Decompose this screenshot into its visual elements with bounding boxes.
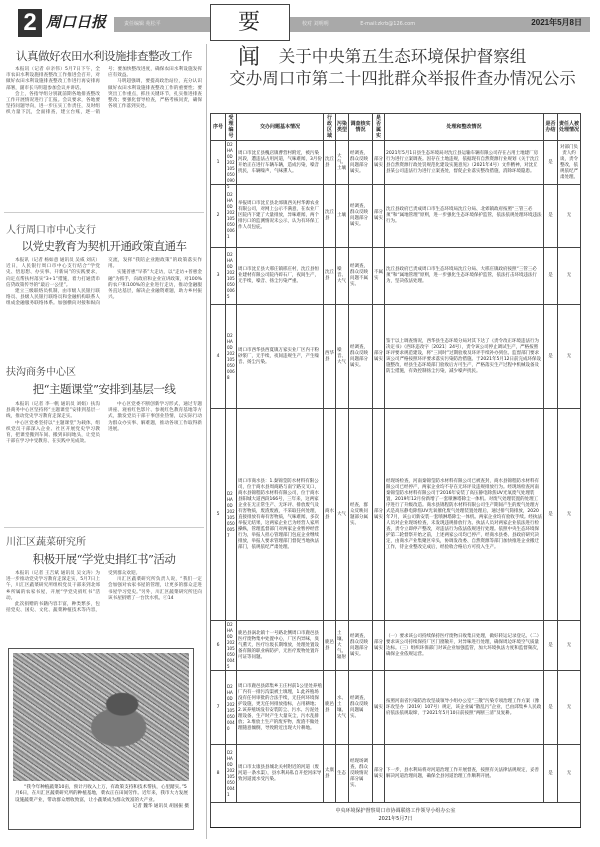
paragraph: 此次捐赠的书籍内容丰富，种类繁多，包括党史、国史、文化、蔬菜种植技术等内容，受到群众欢迎。 [6,571,141,614]
cell-type [336,185,349,248]
article-2-body [6,258,202,358]
cell-district [324,305,336,409]
cell-person [558,141,581,185]
cell-id [226,671,237,745]
cell-text: D2HA0D2021050500041 [227,749,235,797]
cell-text: 无 [566,273,572,278]
proofreader-credit: 校对 刘明明 [302,21,329,27]
cell-result [385,185,544,248]
cell-text: 是 [548,159,553,165]
cell-text: 经调查，群众反映问题不属实。 [350,264,368,287]
paragraph: 本报讯（记者 杨如意 通讯员 吴威 刘庆）近日，人民银行周口市中心支行结合“学党史、悟思想、办实事、开新局”的实践要求，向定点帮扶村落实“3+1”措施，着力打通货币信贷政策传导的“最后一公里”。 [6,258,100,288]
cell-text: D2HA0D2021050500040 [227,683,235,731]
paragraph: 实施普惠“早茶”大走访，以“走访+普惠金融”为抓手，向政府和企业宣讲政策，对100%的农户和100%的企业进行走访，推动金融服务直达基层，解决企业融资难题，助力乡村振兴。 [108,270,202,301]
cell-issue [237,409,324,621]
paragraph: 中心区党委不断创新学习形式，通过专题讲座、观看红色影片、参观红色教育基地等方式，激发党员干部干事创业热情，以实际行动为群众办实事、解难题，推动各项工作取得新进展。 [108,402,202,432]
cell-no [211,621,226,671]
cell-type [336,621,349,671]
cell-text: 无 [566,213,572,218]
cell-text: 下一步，县水利局将对河道治理工作开展督查，按照有关法律法规规定，妥善解决河道治理问题，确保全县河道治理工作顺利开展。 [386,767,539,779]
cell-district [324,671,336,745]
table-header-row [211,114,581,141]
cell-text: D2HA0D2021050500061 [227,192,235,239]
cell-text: 土壤、大气、辐射 [337,630,346,660]
paragraph: 本报讯（记者 李一帆 通讯员 刘娟）扶沟县商务中心区坚持将“主题课堂”安排到基层一线，推动党史学习教育走深走实。 [6,402,100,420]
cell-result [385,621,544,671]
column-header: 污染类型 [336,114,349,141]
cell-true [373,671,385,745]
paragraph: 马明超强调，要提高政治站位，充分认识做好农田水利设施排查整改工作的重要性；要突出工作重点，抓住关键环节，扎实推进排查整改；要强化督导检查，严格考核问责，确保各项工作落到实处。 [108,79,202,110]
cell-person [558,409,581,621]
cell-text: 是 [548,213,553,218]
cell-text: 沈丘县 [325,210,334,221]
footer-org: 中央环境保护督察周口市协调联络工作领导小组办公室 [335,808,456,814]
photo-credit: 记者 魏华 通讯员 胡国振 摄 [132,804,189,810]
table-row [211,621,581,671]
column-header: 责任人被处理情况 [558,114,581,141]
article-4-body [6,571,202,639]
cell-result [385,141,544,185]
cell-true [373,621,385,671]
editor-credit: 责任编辑 苑松平 [124,21,161,27]
cell-issue [237,185,324,248]
column-header: 是否办结 [544,114,558,141]
cell-text: 西华县 [325,350,334,362]
cell-text: 经调查，群众反映问题属实。 [350,695,368,719]
cell-person [558,248,581,305]
cell-text: 是 [548,704,553,710]
cell-text: 沈丘县 [325,270,334,281]
cell-verify [349,621,373,671]
cell-text: 沈丘县政府已责成周口市生态环境局沈丘分局、北郊镇政府按照“三管三必须”和“属地管理”原则，进一步强化生态环境保护监管，依法依规处理环境违法行为。 [386,207,542,224]
paragraph: 川汇区蔬菜研究所负责人说，“我们一定会加强对农家书屋的管理，让更多的群众走进书屋学习党史。”另外，川汇区蔬菜研究所还向该书屋捐赠了一台饮水机。ⓒ14 [108,577,202,601]
cell-text: 经查，群众反映问题部分属实。 [350,502,368,526]
cell-type [336,409,349,621]
cell-text: 对部门负责人约谈，责令整改，依规依纪严肃处理。 [560,144,578,180]
cell-person [558,621,581,671]
cell-text: 周口市西华县西夏镇万家实业厂区内干粉砂浆厂，无手续，夜间违规生产，产生噪音、扬尘污染。 [238,347,319,365]
cell-text: 大气、土壤 [337,153,346,171]
cell-text: 7 [216,704,220,710]
cell-true [373,141,385,185]
cell-text: 无 [566,704,572,710]
cell-text: 部分属实 [374,639,383,651]
cell-text: 太康县 [325,767,334,779]
cell-done [544,185,558,248]
table-row [211,745,581,803]
photo-box [8,648,194,830]
cell-text: 举报周口市沈丘县北郊镇西关村华源农业有限公司，对网上公示不满意，在农业厂区院内下建了大量排放，异味难闻，两个排污口的监测情况未公示，认为有环保工作人员包庇。 [238,201,319,230]
cell-person [558,305,581,409]
cell-district [324,141,336,185]
cell-text: D2HA0D2021050500065 [227,252,235,299]
cell-issue [237,248,324,305]
cell-text: 按照河南省污染防治攻坚战领导小组办公室“三散”污染专项治理工作方案（豫环攻坚办〔2019〕107号）规定，该企业属“散乱污”企业，已由邱集乡人民政府依法依规取缔，于2021年5月10日前按照“两断三清”及复耕。 [386,698,542,716]
column-header: 处理和整改情况 [385,114,544,141]
cell-id [226,141,237,189]
cell-text: 沈丘县政府已责成周口市生态环境局沈丘分局、大邢庄镇政府按照“三管三必须”和“属地管理”原则，进一步强化生态环境保护监管，依法打击环境违法行为，坚决依法处理。 [386,267,537,284]
cell-true [373,185,385,248]
cell-no [211,305,226,409]
cell-text: 鉴于以上调查情况，西华县生态环境分局对其下达了《责令改正环境违法行为决定书》（西环违改字〔2021〕24号），责令该公司停止调试生产，严格按照环评要求规范建设，将“三同时”过期验收及环评手续补办到位。监督部门要求该公司严格按照环评要求落实污染防治措施。于2021年5月12日前完成环保设施整改，经县生态环境部门验收后方可生产，严格落实生产过程中机械设备及防尘措施，有效控制扬尘污染，减少噪声扰民。 [386,338,542,374]
cell-done [544,745,558,803]
cell-text: 6 [216,642,220,648]
cell-text: 部分属实 [374,508,383,520]
cell-text: 是 [548,770,553,776]
cell-id [226,621,237,671]
cell-text: 大气 [337,511,346,517]
cell-text: 经调查，群众反映问题部分属实。 [350,344,368,368]
cell-done [544,305,558,409]
cell-text: D2HA0D2021050500057 [227,490,235,538]
cell-text: 1 [216,159,220,165]
article-2-headline: 以党史教育为契机开通政策直通车 [21,239,187,253]
cell-text: 生态 [337,770,346,776]
title-line-2: 交办周口市第二十四批群众举报件查办情况公示 [229,69,576,88]
cell-text: 周口市商水县：1.秦锦莹防水材料有限公司，位于商水县周商路与南宁路交叉口，商水县锦程防水材料有限公司，位于商水县阳城大道西段166号，三年来，这两家企业在无正常生产、无环评、排放废气及有害物质，废渣废液，不采取任何处理，直接排放有毒有害物质，气味难闻，多次举报无结果，这两家企业已为经营人家所操纵，管理监督部门对两家企业暂停经营行为，举报人担心管理部门包庇企业继续排放，举报人要求管理部门督促当地执法部门，依规依纪严肃处理。 [238,478,319,550]
cell-issue [237,745,324,803]
cell-true [373,409,385,621]
cell-type [336,305,349,409]
cell-done [544,248,558,305]
article-4-kicker: 川汇区蔬菜研究所 [6,537,86,548]
article-1-body [6,67,202,207]
cases-table [210,113,581,828]
section-title: 要闻 [210,4,290,41]
paragraph: 建立三级联络员机制，由市级人民银行联络员、县级人民银行联络员和金融机构联系人组成金融服务联络体系。加强横向对接和纵向交流，发挥“我陪企业跑政策”的政策落实作用。 [6,258,202,307]
cell-text: 鹿邑县涡北镇十一号路北侧周口市鹿邑县医疗废物集中处置中心，厂区内异味，臭气熏天，医疗垃圾长期堆放，处理处置设备有限的职业病防护，无医疗废物处置许可证等问题。 [238,630,319,660]
cell-text: 噪音、大气 [337,267,346,284]
cell-text: 无 [566,511,572,517]
cell-verify [349,248,373,305]
divider [4,212,204,213]
caption-text: “我今年种植蔬菜10亩，预计月收入上万，有政策支持和技术帮扶，心里踏实。”5月6日，在川汇区蔬菜研究所的种植基地，菜农正在田间劳作。近年来，我市大力发展设施蔬菜产业，带动群众增收致富，让小蔬菜成为群众致富的大产业。 [15,785,188,803]
cell-district [324,621,336,671]
article-1-headline: 认真做好农田水利设施排查整改工作 [16,49,192,63]
cell-done [544,621,558,671]
cell-text: D2HA0D2021050500905 [227,142,235,189]
cell-verify [349,745,373,803]
cell-text: 经现场检查，河南秦锦莹防水材料有限公司已被查封，商水县锦程防水材料有限公司已经停产，两家企业均不存在无环评及违规排放行为。经现场检查河南秦锦莹防水材料有限公司于2016年安装了高压静电除焦UV光氧废气处理装置，2019年12月份新增了一套喷淋塔除尘一体机。对废气处理装置的处理工序进行了升级改造。商水县锦程防水材料有限公司生产期间产生的废气处理方式是高压静电除焦UV光氧催化废气处理装置处理后，通过排气筒排放，2020年7月，该公司新安装一套喷淋塔除尘一体机。两家企业均有验收手续。经执法人员对企业现场检查，未发现违规排放行为。执法人员对两家企业依法进行检查，责令立即停产整改，对违法行为依法依规进行处理。依照中央生态环境保护第二轮督察开始之前，上述两家公司均已停产，经商水县委、县政府研究决定，由商水产业集聚区牵头，协调发改委、自然资源等部门加快推进企业搬迁工作，待企业整改完成后，经验收合格后方可投入生产。 [386,478,542,550]
cell-verify [349,409,373,621]
cell-verify [349,305,373,409]
column-header: 是否属实 [373,114,385,141]
cell-district [324,248,336,305]
cell-text: 经调查，群众反映问题部分属实。 [350,633,368,657]
cell-text: 5 [216,511,220,517]
cell-text: 8 [216,770,220,776]
article-2-kicker: 人行周口市中心支行 [6,225,96,236]
cell-issue [237,621,324,671]
table-row [211,305,581,409]
cell-done [544,671,558,745]
column-header: 行政区域 [324,114,336,141]
cell-no [211,745,226,803]
cell-text: 2021年5月1日县生态环境局对沈丘县运输车辆有限公司存在占用土地建厂房行为进行立案调查。因存在土地违规，依据现有自然资源行业规划《关于沈丘县自然资源行政处罚规范化建设实施意见》（2021年4号）文件精神，对沈丘县某公司违法行为进行立案查处，督促企业落实整改措施，消除环境隐患。 [386,150,539,174]
cell-text: 部分属实 [374,350,383,362]
column-header: 调查核实情况 [349,114,373,141]
cell-text: 土壤 [337,213,346,218]
cell-text: 不属实 [374,270,383,281]
cell-result [385,745,544,803]
cell-id [226,409,237,621]
cell-text: 3 [216,273,220,278]
article-3-body [6,402,202,520]
cell-type [336,248,349,305]
cell-type [336,141,349,185]
cell-text: 经调查，群众反映问题部分属实。 [350,150,368,174]
column-header: 交办问题基本情况 [237,114,324,141]
cell-id [226,745,237,803]
cell-id [226,305,237,409]
page-title [215,46,590,90]
cell-no [211,671,226,745]
cell-done [544,409,558,621]
cell-type [336,745,349,803]
masthead-bar-left [114,17,210,32]
cell-text: 商水县 [325,508,334,520]
cell-true [373,248,385,305]
table-row [211,248,581,305]
table-footer [211,803,581,828]
paragraph: 中心区党委坚持以“主题课堂”为载体，组织党员干部深入企业、社区开展党史学习教育，把课堂搬到车间、搬到田间地头，让党员干部在学习中受教育、在实践中见成效。 [6,420,100,445]
cell-no [211,248,226,305]
cell-true [373,745,385,803]
table-row [211,409,581,621]
paragraph: 会上，各指导组分别就前期各地排查整改工作开展情况进行了汇报。会议要求，各地要坚持问题导向，进一步压实工作责任，及时组织力量下沉，全面排查，建立台账，逐一销号；要加快整改进度，确保农田水利设施发挥应有效益。 [6,67,202,116]
cell-result [385,409,544,621]
email-text: E-mail:zkrb@126.com [360,21,416,27]
farmer-field-photo [13,653,189,781]
cell-district [324,745,336,803]
cell-issue [237,305,324,409]
cell-text: D2HA0D2021050500045 [227,622,235,669]
cell-text: 是 [548,511,553,517]
cell-text: 无 [566,642,572,648]
cell-person [558,745,581,803]
cell-verify [349,141,373,185]
cell-text: 经现场调查，群众反映情况部分属实。 [350,758,368,788]
cell-text: 是 [548,273,553,278]
cell-text: 经调查，群众反映问题部分属实。 [350,204,368,227]
column-divider [206,44,207,839]
cell-done [544,141,558,185]
photo-caption [15,785,189,811]
cell-verify [349,185,373,248]
cell-id [226,248,237,305]
footer-cell [211,803,581,828]
cell-district [324,185,336,248]
issue-date: 2021年5月8日 [531,18,582,27]
article-3-headline: 把“主题课堂”安排到基层一线 [32,382,176,396]
cell-issue [237,671,324,745]
cell-issue [237,141,324,185]
cell-text: 是 [548,353,553,359]
paragraph: 本报讯（记者 卓亲伟）5月7日下午，全市农田水利设施排查整改工作推进会召开，对做好农田水利设施排查整改工作进行再安排再部署，副市长马明超参加会议并讲话。 [6,67,100,91]
cell-text: 鹿邑县 [325,701,334,713]
cell-result [385,248,544,305]
column-header: 序号 [211,114,226,141]
cell-text: 周口市太康县县城北关村附近的河道（废河道一条水渠），县水利局私自开挖河床导致河道流水受污染。 [238,764,322,782]
cell-text: 周口市鹿邑县邱集乡王庄村前1公里处养殖厂内有一排污沟渠被土填埋，1.此养殖场没有任何审批的合法手续，无任何环境保护设施，更无任何排放指标，占用耕地；2.该养殖场没有安装防尘、污水、污泥处理设备，生产时产生大量灰尘，污水乱排放；3.堆放土生产的废弃物，废渣不做处理随意倾倒，导致附近出现大片耕地。 [238,683,322,731]
cell-person [558,671,581,745]
cell-text: （一）要求该公司持续保持医疗废物日收集日处理，做好转运记录登记。（二）要求该公司持续保持厂区门窗敞开，对异味进行处理，确保周边环境空气质量达标。（三）组织环保部门对该企业加强监管，加大环境执法力度和监督频次，确保企业依规运营。 [386,633,542,657]
newspaper-logo: 周口日报 [46,13,107,31]
cell-result [385,671,544,745]
table-row [211,185,581,248]
cell-text: 沈丘县 [325,156,334,168]
cell-text: 周口市沈丘县大邢庄镇邢庄村，沈丘县恒业建材有限公司院内碎石厂，夜间生产，无手续，噪音、扬尘污染严重。 [238,267,319,284]
column-header: 受理编号 [226,114,237,141]
cell-text: 鹿邑县 [325,639,334,651]
cell-no [211,141,226,185]
cell-text: D2HA0D2021050500068 [227,332,235,380]
page-number: 2 [18,9,42,37]
masthead-bar-right [290,17,590,32]
cell-text: 部分属实 [374,767,383,779]
table-row [211,141,581,185]
table-row [211,671,581,745]
cell-no [211,185,226,248]
cell-result [385,305,544,409]
cell-true [373,305,385,409]
cell-text: 部分属实 [374,156,383,168]
cell-type [336,671,349,745]
cell-text: 2 [216,213,220,218]
cell-text: 4 [216,353,220,359]
title-line-1: 关于中央第五生态环境保护督察组 [278,47,527,66]
cell-text: 属实 [374,704,383,710]
cell-text: 无 [566,770,572,776]
cell-verify [349,671,373,745]
cell-text: 部分属实 [374,210,383,221]
cell-text: 周口市沈丘县槐店镇曹营村附近，被污染河段，遭违法占用河道，气味难闻，3月份开始正在进行车辆车辆，造成污染，噪音扰民，车辆噪声，气味熏人。 [238,150,322,174]
divider [4,527,204,528]
cell-text: 无 [566,353,572,359]
cell-no [211,409,226,621]
paragraph: 本报讯（记者 王吉斌 通讯员 吴文涛）为进一步推动党史学习教育走深走实，5月7日上午，川汇区蔬菜研究所组织党员干部来到北郊乡所属的农家书屋，开展“学党史捐红书”活动。 [6,571,100,601]
footer-date: 2021年5月7日 [378,816,413,822]
cell-district [324,409,336,621]
cell-text: 水、土壤、大气 [337,695,346,719]
cell-id [226,185,237,248]
cell-person [558,185,581,248]
cell-text: 噪音、大气 [337,347,346,365]
article-4-headline: 积极开展“学党史捐红书”活动 [32,552,176,566]
article-3-kicker: 扶沟商务中心区 [6,367,76,378]
cell-text: 是 [548,642,553,648]
